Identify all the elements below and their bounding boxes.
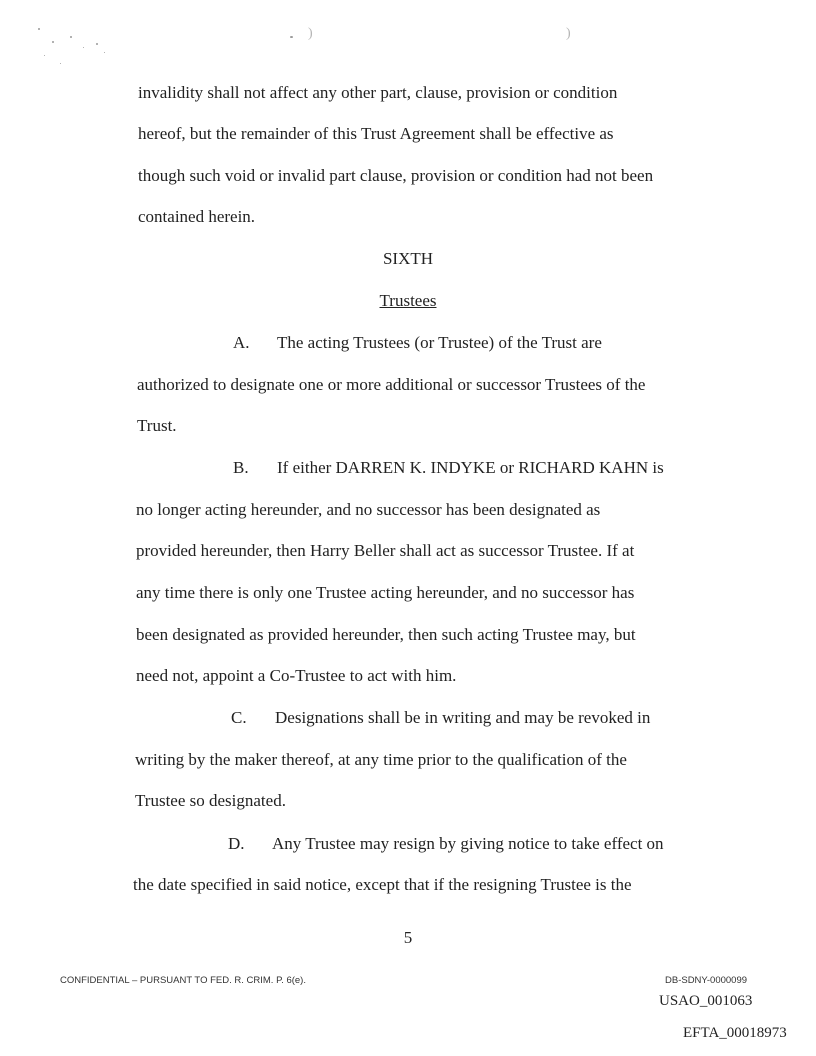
body-line: authorized to designate one or more additional or successor Trustees of the bbox=[137, 375, 646, 394]
body-line: invalidity shall not affect any other part, clause, provision or condition bbox=[138, 83, 618, 102]
body-line: writing by the maker thereof, at any time prior to the qualification of the bbox=[135, 750, 627, 769]
body-line: hereof, but the remainder of this Trust Agreement shall be effective as bbox=[138, 124, 614, 143]
section-c-first-line bbox=[231, 708, 650, 728]
article-heading: SIXTH bbox=[382, 249, 434, 268]
body-line: any time there is only one Trustee acting hereunder, and no successor has bbox=[136, 583, 635, 602]
page-number: 5 bbox=[403, 928, 413, 947]
scan-speck bbox=[104, 52, 105, 53]
scan-speck bbox=[60, 63, 61, 64]
section-a-marker: A. bbox=[233, 333, 250, 352]
bates-usao-number: USAO_001063 bbox=[659, 993, 753, 1009]
section-c-marker: C. bbox=[231, 708, 247, 727]
scan-bracket-mark: ) bbox=[566, 26, 571, 41]
body-line: been designated as provided hereunder, then such acting Trustee may, but bbox=[136, 625, 636, 644]
section-d-text: Any Trustee may resign by giving notice to take effect on bbox=[272, 834, 664, 853]
scan-speck bbox=[38, 28, 40, 30]
section-b-first-line bbox=[233, 458, 664, 478]
section-d-first-line bbox=[228, 834, 664, 854]
body-line: though such void or invalid part clause, provision or condition had not been bbox=[138, 166, 654, 185]
body-line: the date specified in said notice, except that if the resigning Trustee is the bbox=[133, 875, 632, 894]
section-b-text: If either DARREN K. INDYKE or RICHARD KAHN is bbox=[277, 458, 664, 477]
article-subheading bbox=[0, 291, 816, 311]
section-a-first-line bbox=[233, 333, 602, 353]
body-line: provided hereunder, then Harry Beller shall act as successor Trustee. If at bbox=[136, 541, 635, 560]
scan-speck bbox=[70, 36, 72, 38]
scan-speck bbox=[83, 47, 84, 48]
section-b-marker: B. bbox=[233, 458, 249, 477]
article-subheading-text: Trustees bbox=[379, 291, 437, 310]
body-line: Trustee so designated. bbox=[135, 791, 286, 810]
confidential-notice: CONFIDENTIAL – PURSUANT TO FED. R. CRIM. P. 6(e). bbox=[60, 975, 306, 986]
body-line: contained herein. bbox=[138, 207, 256, 226]
body-line: need not, appoint a Co-Trustee to act with him. bbox=[136, 666, 457, 685]
scan-speck bbox=[52, 41, 54, 43]
section-c-text: Designations shall be in writing and may be revoked in bbox=[275, 708, 651, 727]
scan-speck bbox=[44, 55, 45, 56]
scan-speck bbox=[96, 43, 98, 45]
section-a-text: The acting Trustees (or Trustee) of the Trust are bbox=[277, 333, 602, 352]
body-line: Trust. bbox=[137, 416, 177, 435]
body-line: no longer acting hereunder, and no successor has been designated as bbox=[136, 500, 601, 519]
scan-speck bbox=[290, 36, 293, 38]
bates-db-number: DB-SDNY-0000099 bbox=[665, 975, 748, 986]
scan-bracket-mark: ) bbox=[308, 26, 313, 41]
section-d-marker: D. bbox=[228, 834, 245, 853]
bates-efta-number: EFTA_00018973 bbox=[683, 1025, 787, 1041]
